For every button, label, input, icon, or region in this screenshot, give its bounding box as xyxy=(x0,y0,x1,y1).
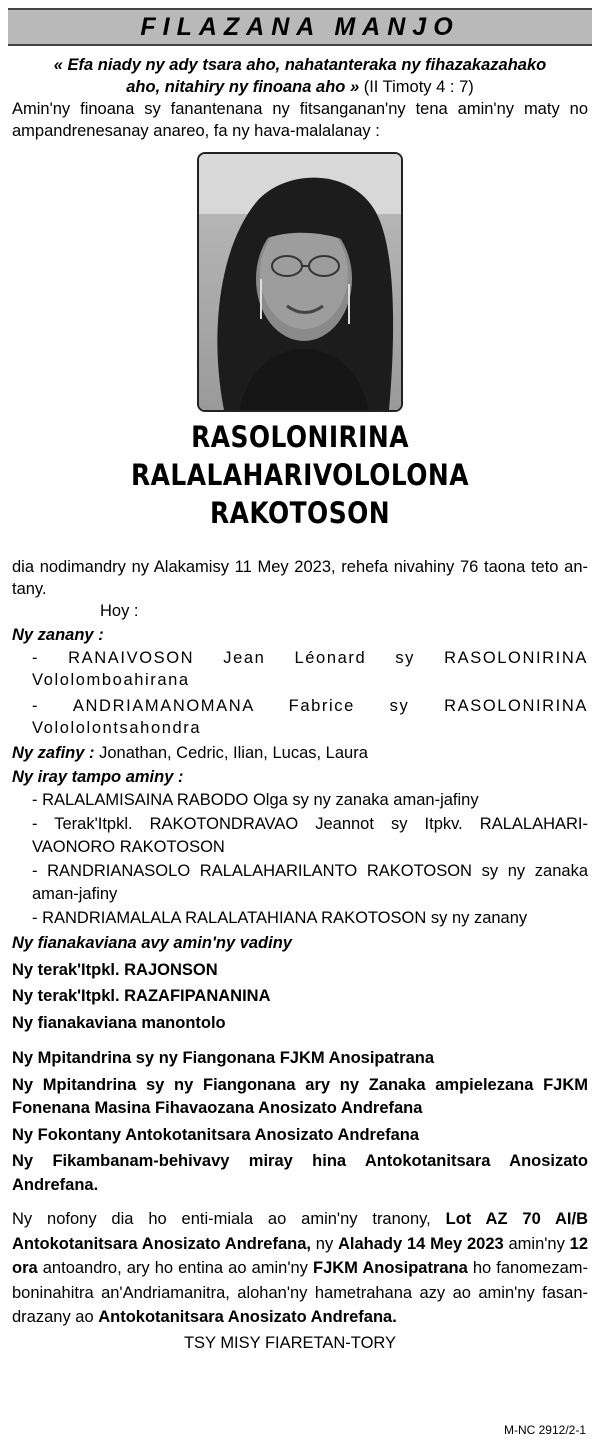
verse-line-1: « Efa niady ny ady tsara aho, nahatanteraka ny fihazakazahako xyxy=(53,56,547,74)
organization-1: Ny Mpitandrina sy ny Fiangonana FJKM Anosipatrana xyxy=(12,1049,435,1067)
deceased-name-line-2: RALALAHARIVOLOLONA RAKOTOSON xyxy=(131,458,469,530)
sibling-item-3: - RANDRIANASOLO RALALAHARILANTO RAKOTOSON sy ny zanaka aman-jafiny xyxy=(32,861,588,903)
sibling-item-4: - RANDRIAMALALA RALALATAHIANA RAKOTOSON sy ny zanany xyxy=(32,908,528,927)
verse-line-2: aho, nitahiry ny finoana aho » (II Timoty 4 : 7) xyxy=(126,78,474,96)
burial-place: Antokotanitsara Anosizato Andrefana. xyxy=(98,1308,397,1326)
banner-title: FILAZANA MANJO xyxy=(140,12,460,41)
deceased-name-line-1: RASOLONIRINA xyxy=(191,420,409,454)
grandchildren-label: Ny zafiny : xyxy=(12,744,95,762)
bible-verse xyxy=(12,54,588,98)
razafipananina-family-line: Ny terak'Itpkl. RAZAFIPANANINA xyxy=(12,987,271,1005)
husband-family-line: Ny fianakaviana avy amin'ny vadiny xyxy=(12,934,292,952)
sibling-item-1: - RALALAMISAINA RABODO Olga sy ny zanaka aman-jafiny xyxy=(32,791,479,809)
header-banner xyxy=(8,8,592,46)
child-item-2: - ANDRIAMANOMANA Fabrice sy RASOLONIRINA Volololontsahondra xyxy=(32,697,588,737)
church-name: FJKM Anosipatrana xyxy=(312,1259,468,1277)
rajonson-family-line: Ny terak'Itpkl. RAJONSON xyxy=(12,960,218,979)
extended-family-line: Ny fianakaviana manontolo xyxy=(12,1013,226,1032)
intro-text: Amin'ny finoana sy fanantenana ny fitsanganan'ny tena amin'ny maty no ampandrenesanay anareo, fa ny hava-malalanay : xyxy=(12,100,588,140)
grandchildren-names: Jonathan, Cedric, Ilian, Lucas, Laura xyxy=(99,744,368,762)
sibling-item-2: - Terak'Itpkl. RAKOTONDRAVAO Jeannot sy Itpkv. RALALAHARI-VAONORO RAKOTOSON xyxy=(32,814,588,856)
closing-note: TSY MISY FIARETAN-TORY xyxy=(183,1333,397,1352)
funeral-date: Alahady 14 Mey 2023 xyxy=(338,1234,504,1253)
death-notice: dia nodimandry ny Alakamisy 11 Mey 2023, rehefa nivahiny 76 taona teto an-tany. xyxy=(12,558,588,598)
portrait-image xyxy=(199,154,401,410)
organization-3: Ny Fokontany Antokotanitsara Anosizato Andrefana xyxy=(12,1125,420,1144)
children-label: Ny zanany : xyxy=(12,625,104,644)
organization-4: Ny Fikambanam-behivavy miray hina Antokotanitsara Anosizato Andrefana. xyxy=(12,1152,588,1194)
funeral-arrangements: Ny nofony dia ho enti-miala ao amin'ny tranony, Lot AZ 70 AI/B Antokotanitsara Anosizato Andrefana, ny Alahady 14 Mey 2023 amin'ny 12 ora antoandro, ary ho entina ao amin'ny FJKM Anosipatrana ho fanomezam-boninahitra an'Andriamanitra, alohan'ny hametrahana azy ao amin'ny fasan-drazany ao Antokotanitsara Anosizato Andrefana. xyxy=(12,1210,588,1326)
reference-code: M-NC 2912/2-1 xyxy=(503,1423,586,1437)
child-item-1: - RANAIVOSON Jean Léonard sy RASOLONIRINA Vololomboahirana xyxy=(32,649,588,689)
funeral-time: 12 ora xyxy=(12,1234,588,1277)
hoy-label: Hoy : xyxy=(100,602,139,620)
verse-reference: (II Timoty 4 : 7) xyxy=(363,78,474,96)
organization-2: Ny Mpitandrina sy ny Fiangonana ary ny Zanaka ampielezana FJKM Fonenana Masina Fihavaozana Anosizato Andrefana xyxy=(12,1075,588,1117)
siblings-label: Ny iray tampo aminy : xyxy=(12,767,184,786)
grandchildren-row xyxy=(12,742,588,766)
home-address: Lot AZ 70 AI/B Antokotanitsara Anosizato Andrefana, xyxy=(12,1210,588,1253)
portrait-photo xyxy=(197,152,403,412)
